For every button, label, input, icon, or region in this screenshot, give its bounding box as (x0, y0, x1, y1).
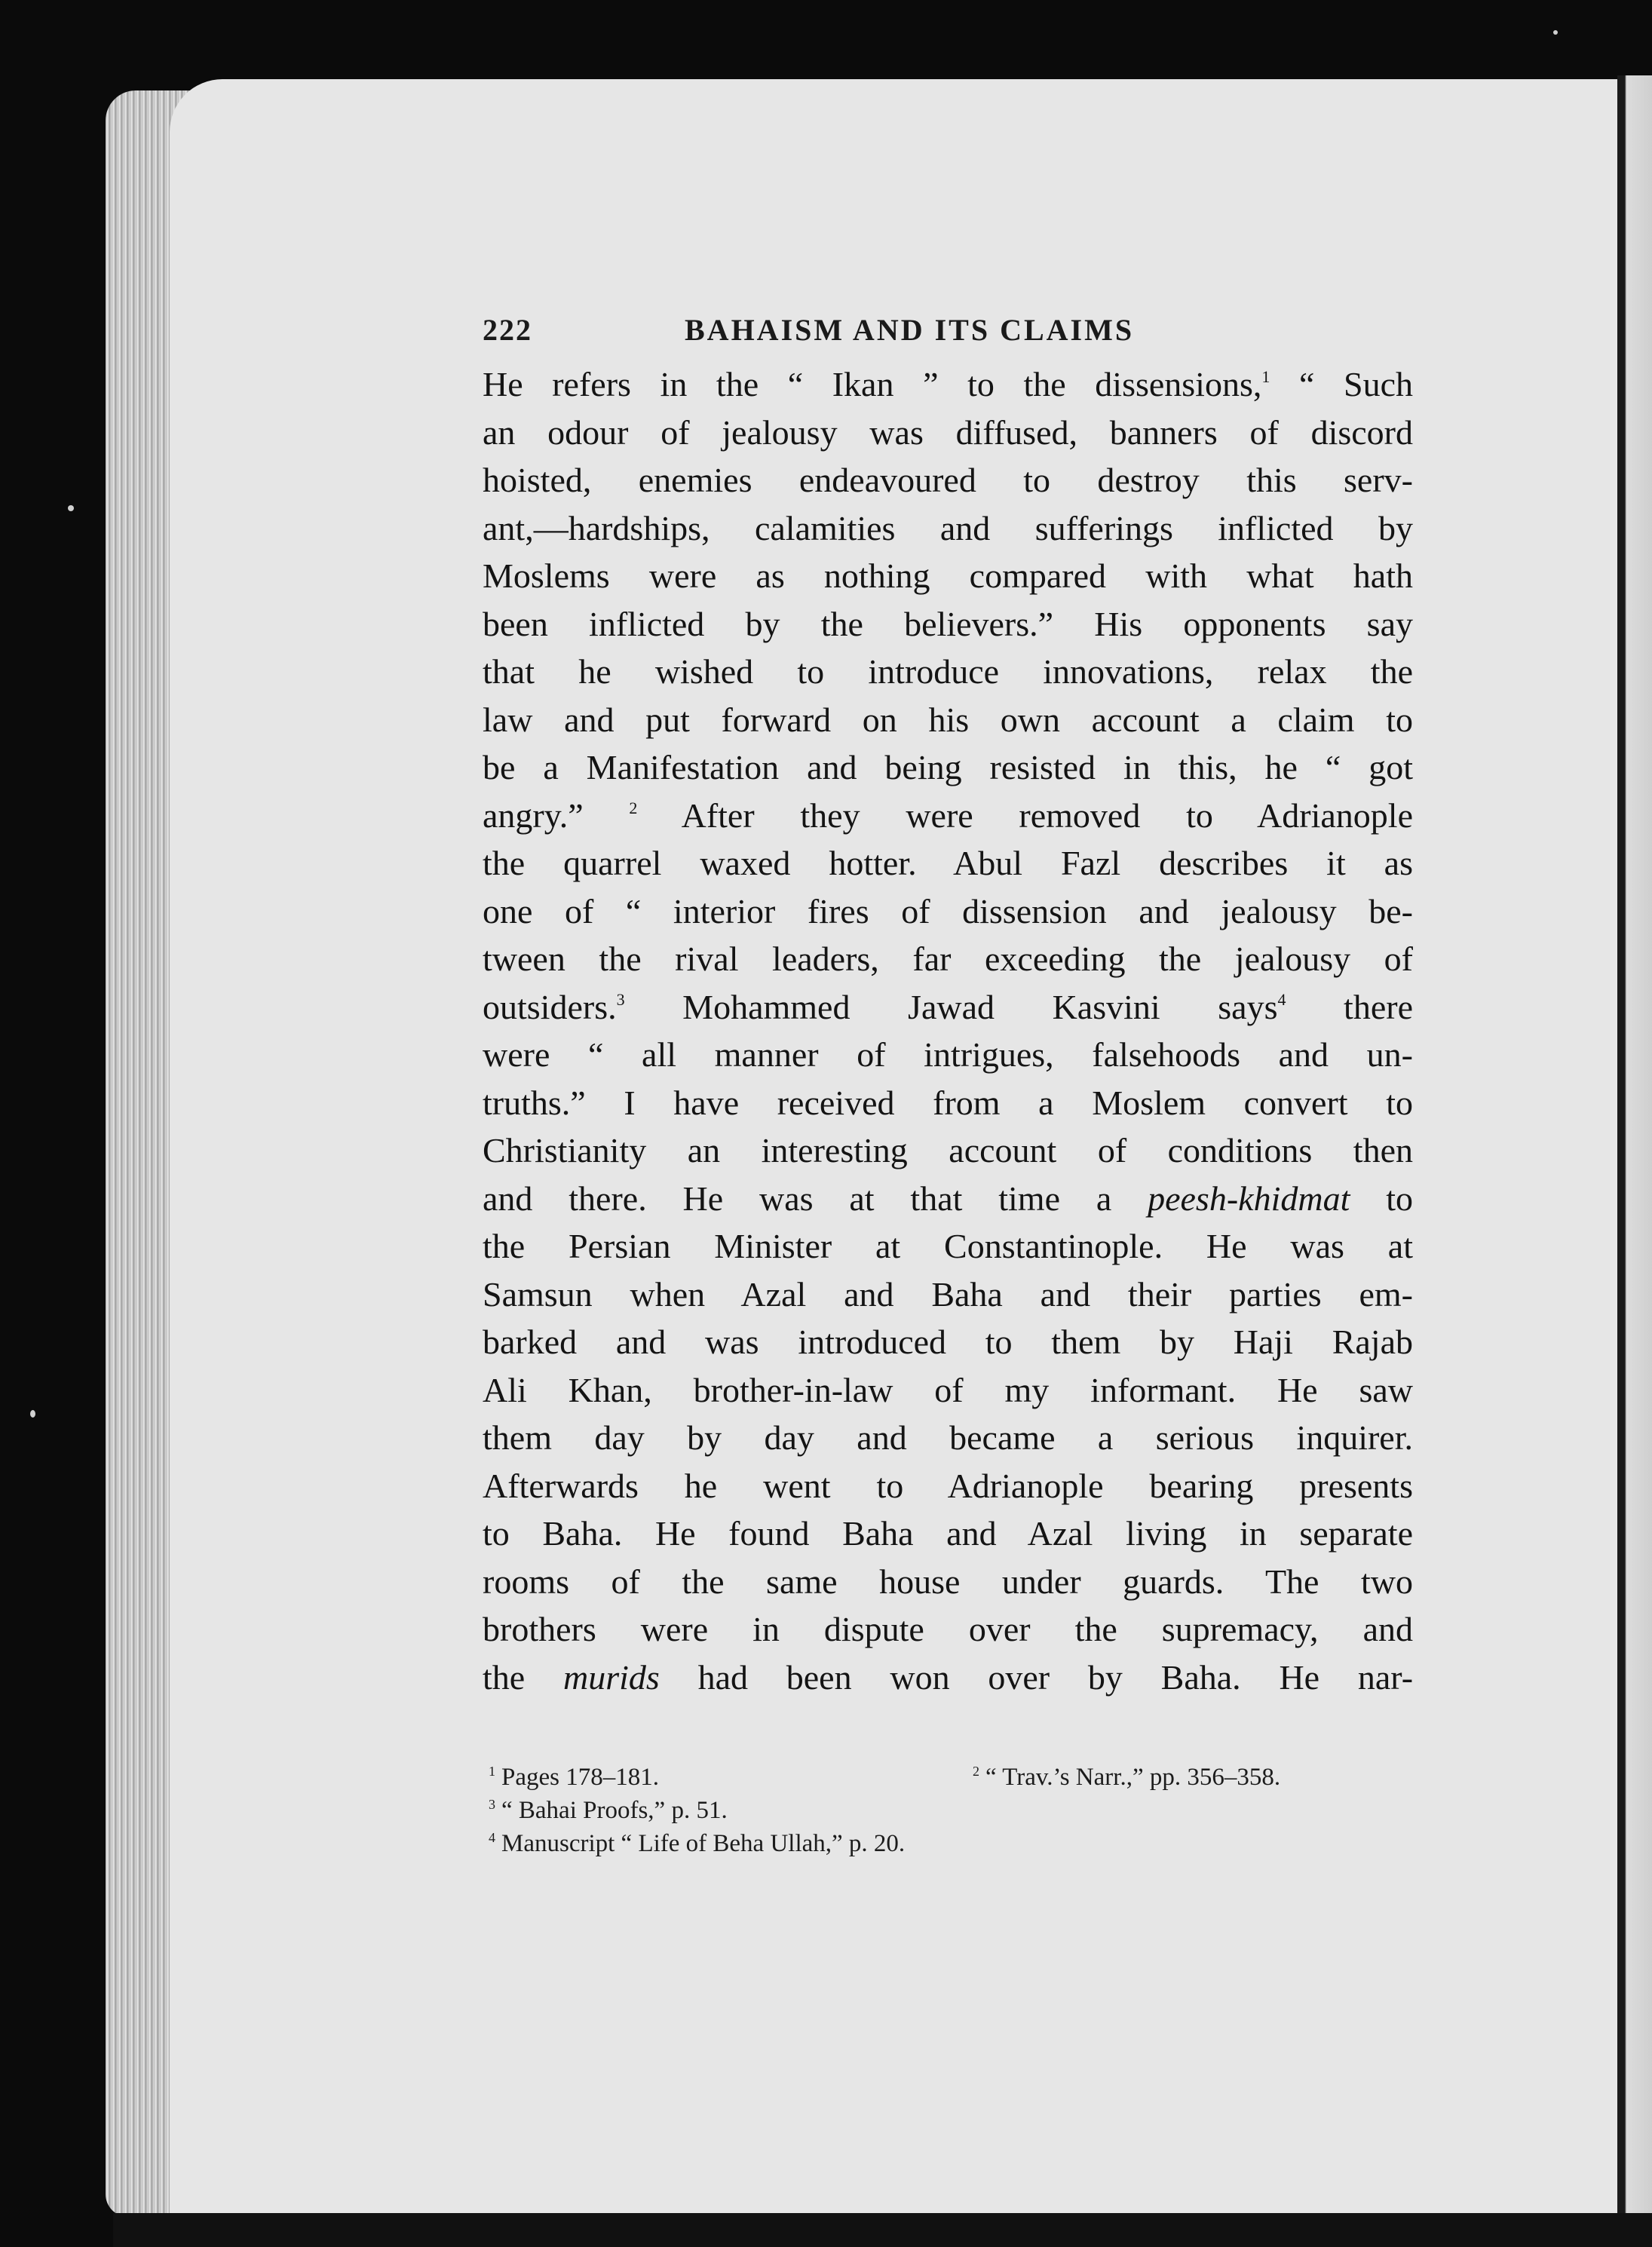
text-line: law and put forward on his own account a claim to (483, 700, 1413, 739)
scan-border-bottom (113, 2213, 1652, 2247)
text-line: Moslems were as nothing compared with what hath (483, 556, 1413, 595)
text-line: truths.” I have received from a Moslem convert to (483, 1083, 1413, 1122)
page-edges-right (1617, 75, 1652, 2217)
text-line: rooms of the same house under guards. The two (483, 1562, 1413, 1601)
footnote-mark: 4 (489, 1830, 495, 1845)
footnote-row (489, 1827, 1413, 1860)
text-line: barked and was introduced to them by Haji Rajab (483, 1323, 1413, 1361)
page-number: 222 (483, 313, 532, 347)
running-head (483, 300, 1413, 360)
text-line: Ali Khan, brother-in-law of my informant. He saw (483, 1370, 1413, 1409)
footnote-text: Manuscript “ Life of Beha Ullah,” p. 20. (501, 1830, 906, 1857)
text-line: ant,—hardships, calamities and sufferings inflicted by (483, 508, 1413, 547)
footnote-ref: 2 (629, 798, 638, 817)
footnote-ref: 4 (1277, 989, 1286, 1009)
text-line: the Persian Minister at Constantinople. He was at (483, 1227, 1413, 1265)
text-line: the murids had been won over by Baha. He nar- (483, 1657, 1414, 1697)
text-block (483, 300, 1413, 1701)
footnote-text: “ Trav.’s Narr.,” pp. 356–358. (985, 1764, 1281, 1791)
speck (1553, 30, 1558, 35)
italic-term: peesh-khidmat (1148, 1179, 1350, 1218)
footnote-ref: 3 (616, 989, 625, 1009)
text-line: Afterwards he went to Adrianople bearing presents (483, 1466, 1413, 1505)
text-line: be a Manifestation and being resisted in this, he “ got (483, 748, 1413, 786)
text-line: angry.” $^2$ After they were removed to Adrianople (483, 795, 1413, 835)
footnote-row (489, 1794, 1413, 1827)
footnote-mark: 1 (489, 1764, 495, 1779)
text-line: an odour of jealousy was diffused, banners of discord (483, 412, 1413, 452)
footnote-4 (489, 1830, 905, 1857)
text-line: to Baha. He found Baha and Azal living in separate (483, 1514, 1413, 1553)
text-line: that he wished to introduce innovations, relax the (483, 652, 1413, 691)
footnote-3 (489, 1797, 728, 1824)
text-line: He refers in the “ Ikan ” to the dissensions,$^1$ “ Such (483, 365, 1413, 403)
footnote-2 (973, 1761, 1280, 1794)
text-line: were “ all manner of intrigues, falsehoods and un- (483, 1035, 1413, 1074)
speck (68, 505, 74, 511)
text-line: Samsun when Azal and Baha and their parties em- (483, 1274, 1413, 1314)
footnote-text: “ Bahai Proofs,” p. 51. (501, 1797, 728, 1824)
text-line: them day by day and became a serious inquirer. (483, 1418, 1413, 1457)
text-line: outsiders.$^3$ Mohammed Jawad Kasvini says$^4$ there (483, 987, 1413, 1026)
footnote-1 (489, 1764, 659, 1791)
text-line: the quarrel waxed hotter. Abul Fazl describes it as (483, 844, 1413, 882)
footnote-mark: 3 (489, 1797, 495, 1812)
text-line: tween the rival leaders, far exceeding the jealousy of (483, 940, 1413, 978)
speck (30, 1410, 35, 1418)
running-title: BAHAISM AND ITS CLAIMS (685, 313, 1135, 347)
text-line: one of “ interior fires of dissension and jealousy be- (483, 891, 1413, 930)
body-paragraph (483, 360, 1413, 1701)
footnote-row (489, 1761, 1413, 1794)
footnotes (489, 1761, 1413, 1860)
text-line: and there. He was at that time a peesh-khidmat to (483, 1179, 1413, 1218)
text-line: hoisted, enemies endeavoured to destroy this serv- (483, 461, 1413, 499)
text-line: brothers were in dispute over the supremacy, and (483, 1610, 1413, 1648)
italic-term: murids (562, 1657, 660, 1697)
text-line: been inflicted by the believers.” His opponents say (483, 604, 1413, 643)
text-line: Christianity an interesting account of conditions then (483, 1131, 1413, 1169)
footnote-text: Pages 178–181. (501, 1764, 659, 1791)
footnote-ref: 1 (1261, 367, 1270, 386)
footnote-mark: 2 (973, 1764, 979, 1779)
